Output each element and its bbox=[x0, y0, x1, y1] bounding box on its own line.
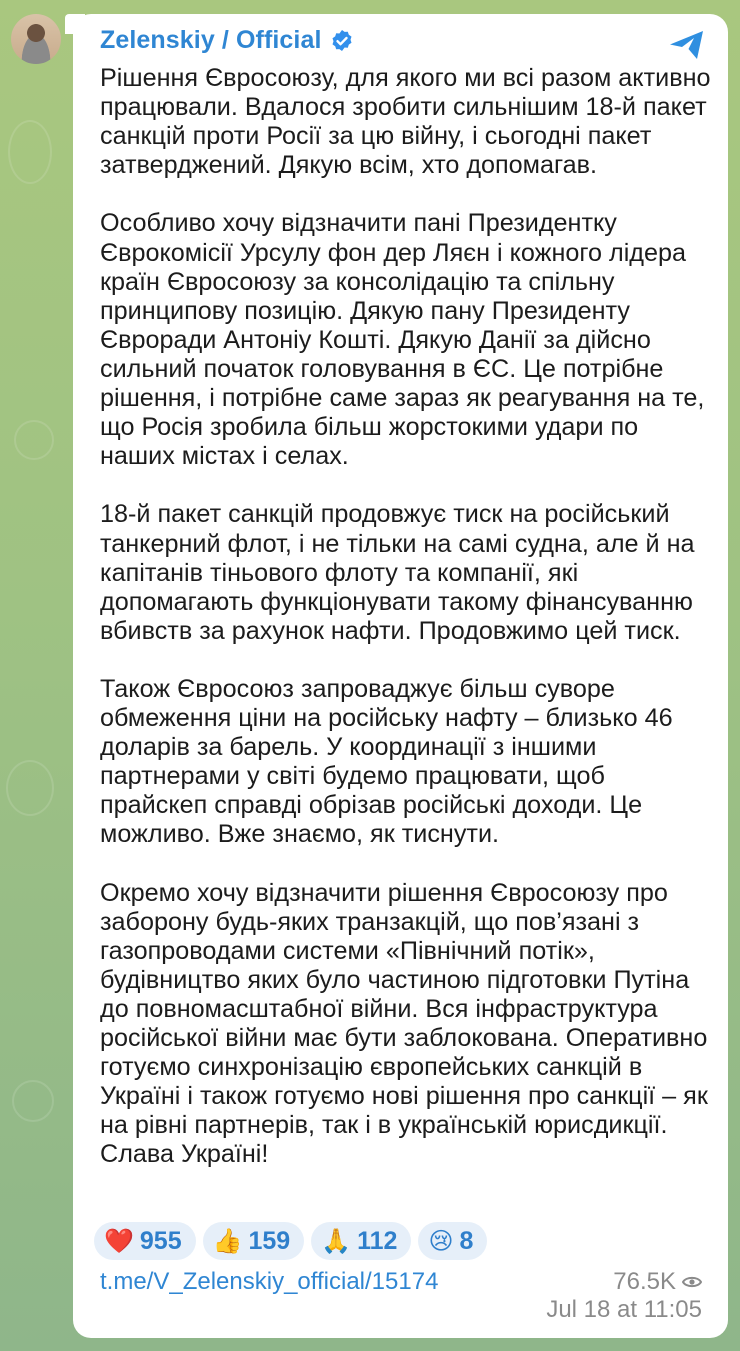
message-paragraph: Особливо хочу відзначити пані Президентку Єврокомісії Урсулу фон дер Ляєн і кожного лідера країн Євросоюзу за консолідацію та спільну принципову позицію. Дякую пану Президенту Євроради Антоніу Кошті. Дякую Данії за дійсно сильний початок головування в ЄС. Це потрібне рішення, і потрібне саме зараз як реагування на те, що Росія зробила більш жорстокими удари по наших містах і селах. bbox=[100, 209, 705, 471]
reaction-crying-face[interactable] bbox=[418, 1222, 487, 1260]
message-paragraph: 18-й пакет санкцій продовжує тиск на російський танкерний флот, і не тільки на самі судна, але й на капітанів тіньового флоту та компанії, які допомагають функціонувати такому фінансуванню вбивств за рахунок нафти. Продовжимо цей тиск. bbox=[100, 500, 695, 645]
reaction-count: 112 bbox=[357, 1226, 398, 1255]
background-doodle bbox=[12, 1080, 54, 1122]
message-paragraph: Рішення Євросоюзу, для якого ми всі разом активно працювали. Вдалося зробити сильнішим 18-й пакет санкцій проти Росії за цю війну, і сьогодні пакет затверджений. Дякую всім, хто допомагав. bbox=[100, 64, 711, 180]
timestamp: Jul 18 at 11:05 bbox=[546, 1296, 702, 1323]
view-count bbox=[546, 1268, 702, 1296]
reaction-count: 159 bbox=[248, 1226, 291, 1255]
message-paragraph: Також Євросоюз запроваджує більш суворе обмеження ціни на російську нафту – близько 46 доларів за барель. У координації з іншими партнерами у світі будемо працювати, щоб прайскеп справді обрізав російські доходи. Це можливо. Вже знаємо, як тиснути. bbox=[100, 674, 673, 849]
message-paragraph: Окремо хочу відзначити рішення Євросоюзу про заборону будь-яких транзакцій, що пов’язані з газопроводами системи «Північний потік», будівництво яких було частиною підготовки Путіна до повномасштабної війни. Вся інфраструктура російської війни має бути заблокована. Оперативно готуємо синхронізацію європейських санкцій в Україні і також готуємо нові рішення про санкції – як на рівні партнерів, так і в українській юрисдикції. Слава Україні! bbox=[100, 878, 708, 1169]
crying-face-icon: 😢 bbox=[428, 1227, 454, 1255]
reaction-count: 8 bbox=[459, 1226, 474, 1255]
reaction-folded-hands[interactable] bbox=[311, 1222, 411, 1260]
eye-icon bbox=[682, 1275, 702, 1289]
views-value: 76.5K bbox=[613, 1268, 676, 1295]
message-bubble bbox=[73, 14, 728, 1338]
thumbs-up-icon: 👍 bbox=[212, 1227, 243, 1255]
background-doodle bbox=[14, 420, 54, 460]
channel-avatar[interactable] bbox=[11, 14, 61, 64]
message-meta bbox=[546, 1268, 702, 1324]
verified-badge-icon bbox=[330, 29, 354, 53]
reactions-bar bbox=[94, 1222, 487, 1260]
reaction-heart[interactable] bbox=[94, 1222, 196, 1260]
post-link[interactable]: t.me/V_Zelenskiy_official/15174 bbox=[100, 1268, 439, 1295]
reaction-count: 955 bbox=[139, 1226, 182, 1255]
reaction-thumbs-up[interactable] bbox=[203, 1222, 305, 1260]
background-doodle bbox=[8, 120, 52, 184]
message-text bbox=[100, 64, 715, 1170]
background-doodle bbox=[6, 760, 54, 816]
folded-hands-icon: 🙏 bbox=[321, 1227, 352, 1255]
channel-name[interactable]: Zelenskiy / Official bbox=[100, 26, 322, 54]
share-icon[interactable] bbox=[668, 28, 706, 62]
message-header bbox=[100, 26, 354, 55]
red-heart-icon: ❤️ bbox=[104, 1227, 134, 1255]
